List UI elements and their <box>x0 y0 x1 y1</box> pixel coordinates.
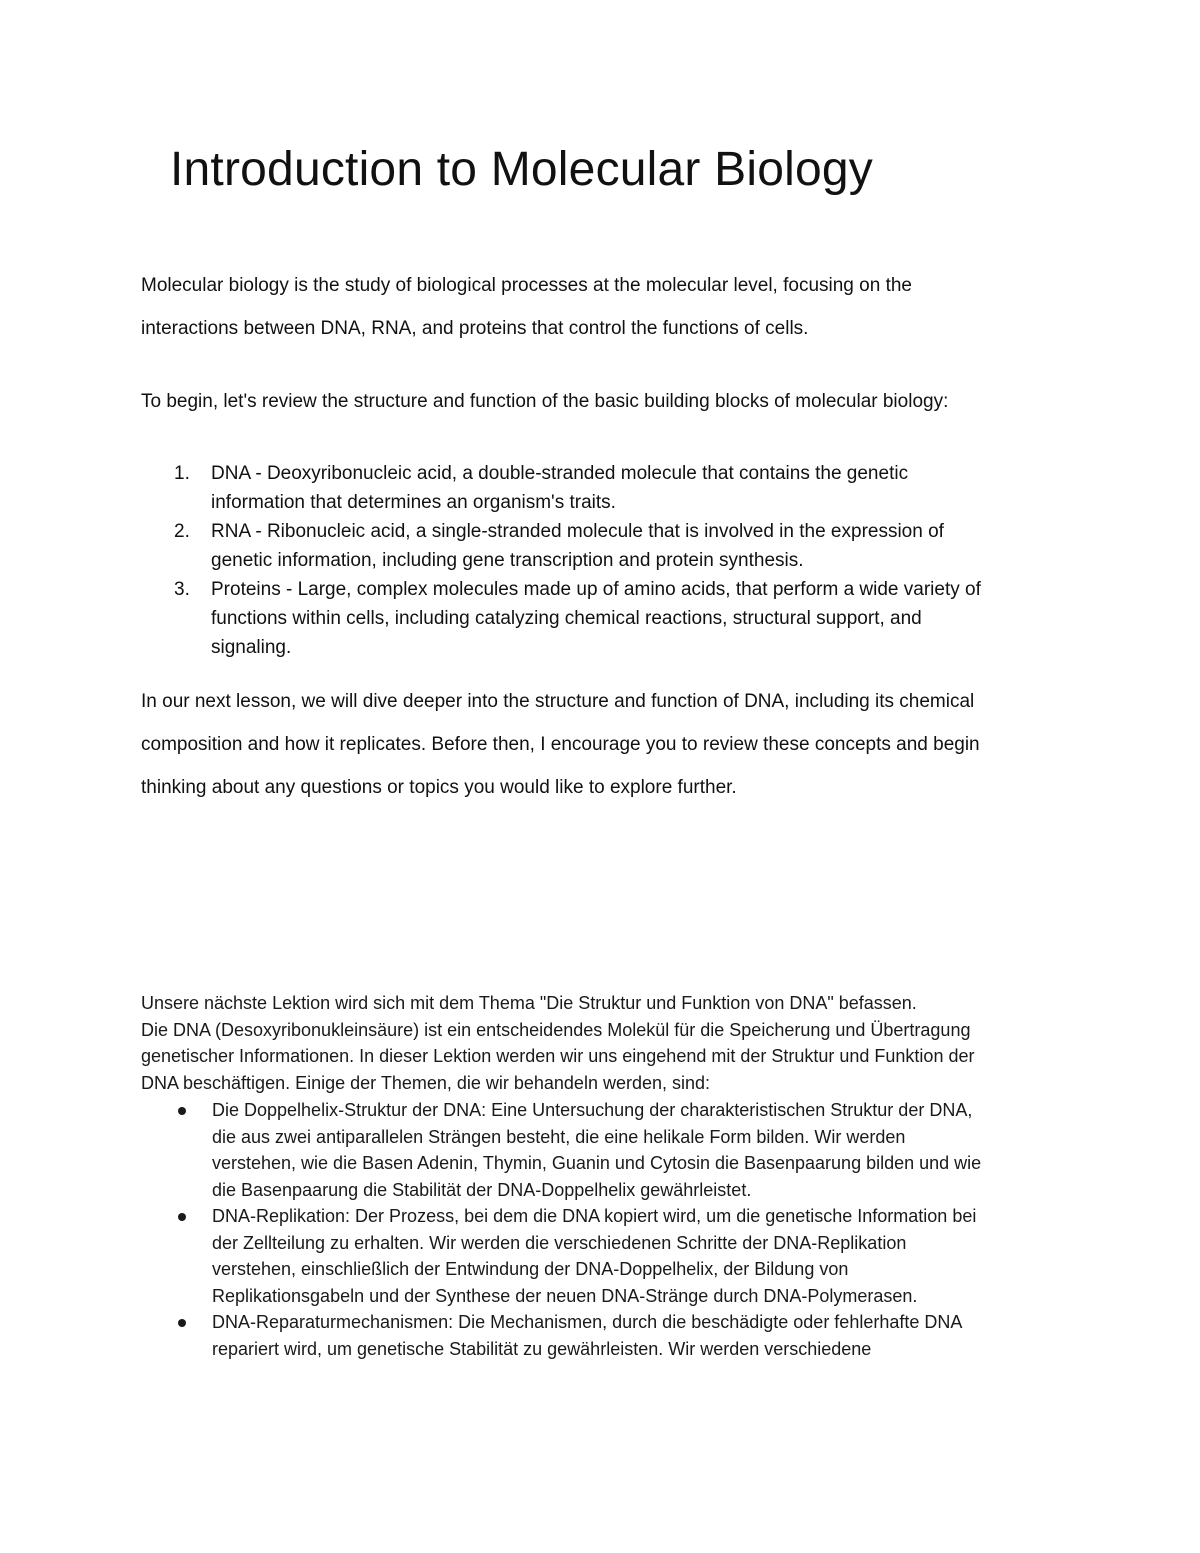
lead-in-line: To begin, let's review the structure and function of the basic building blocks of molecular biology: <box>141 391 949 412</box>
intro-paragraph <box>141 264 1076 350</box>
list-item-dna <box>141 459 1076 517</box>
list-item-line: Proteins - Large, complex molecules made up of amino acids, that perform a wide variety of <box>211 579 981 600</box>
list-item-line: information that determines an organism's traits. <box>211 492 616 513</box>
bullet-item-line: der Zellteilung zu erhalten. Wir werden die verschiedenen Schritte der DNA-Replikation <box>212 1232 907 1253</box>
bullet-icon <box>178 1107 186 1115</box>
next-lesson-line: thinking about any questions or topics you would like to explore further. <box>141 777 737 798</box>
list-item-line: RNA - Ribonucleic acid, a single-stranded molecule that is involved in the expression of <box>211 521 944 542</box>
bullet-item-line: Die Doppelhelix-Struktur der DNA: Eine Untersuchung der charakteristischen Struktur der DNA, <box>212 1100 973 1120</box>
next-lesson-line: In our next lesson, we will dive deeper into the structure and function of DNA, including its chemical <box>141 691 975 712</box>
bullet-item-line: die Basenpaarung die Stabilität der DNA-Doppelhelix gewährleistet. <box>212 1179 752 1200</box>
bullet-item-line: verstehen, wie die Basen Adenin, Thymin, Guanin und Cytosin die Basenpaarung bilden und wie <box>212 1153 982 1173</box>
list-item-line: signaling. <box>211 637 292 658</box>
list-number: 3. <box>174 579 190 600</box>
german-intro-line: Unsere nächste Lektion wird sich mit dem Thema "Die Struktur und Funktion von DNA" befassen. <box>141 993 917 1013</box>
bullet-item-doppelhelix <box>141 1097 1081 1203</box>
german-intro-line: Die DNA (Desoxyribonukleinsäure) ist ein entscheidendes Molekül für die Speicherung und Übertragung <box>141 1019 971 1040</box>
list-item-rna <box>141 517 1076 575</box>
building-blocks-list <box>141 459 1076 662</box>
bullet-item-line: Replikationsgabeln und der Synthese der neuen DNA-Stränge durch DNA-Polymerasen. <box>212 1285 918 1306</box>
german-intro-line: genetischer Informationen. In dieser Lektion werden wir uns eingehend mit der Struktur und Funktion der <box>141 1046 975 1066</box>
intro-line: Molecular biology is the study of biological processes at the molecular level, focusing on the <box>141 275 912 296</box>
bullet-icon <box>178 1319 186 1327</box>
bullet-item-line: repariert wird, um genetische Stabilität zu gewährleisten. Wir werden verschiedene <box>212 1338 872 1359</box>
lead-in-paragraph <box>141 380 1076 423</box>
next-lesson-line: composition and how it replicates. Before then, I encourage you to review these concepts and begin <box>141 734 980 755</box>
list-item-line: genetic information, including gene transcription and protein synthesis. <box>211 550 804 571</box>
bullet-item-line: DNA-Reparaturmechanismen: Die Mechanismen, durch die beschädigte oder fehlerhafte DNA <box>212 1312 963 1332</box>
intro-line: interactions between DNA, RNA, and proteins that control the functions of cells. <box>141 318 809 339</box>
list-number: 2. <box>174 521 190 542</box>
list-item-line: functions within cells, including catalyzing chemical reactions, structural support, and <box>211 608 922 629</box>
list-number: 1. <box>174 463 190 484</box>
next-lesson-paragraph <box>141 680 1076 809</box>
bullet-item-replikation <box>141 1203 1081 1309</box>
bullet-item-line: DNA-Replikation: Der Prozess, bei dem die DNA kopiert wird, um die genetische Information bei <box>212 1206 977 1226</box>
german-intro-line: DNA beschäftigen. Einige der Themen, die wir behandeln werden, sind: <box>141 1072 711 1093</box>
bullet-item-reparatur <box>141 1309 1081 1362</box>
list-item-proteins <box>141 575 1076 662</box>
german-topics-list <box>141 1097 1081 1362</box>
bullet-item-line: die aus zwei antiparallelen Strängen besteht, die eine helikale Form bilden. Wir werden <box>212 1126 906 1147</box>
list-item-line: DNA - Deoxyribonucleic acid, a double-stranded molecule that contains the genetic <box>211 463 909 484</box>
page-title: Introduction to Molecular Biology <box>170 143 873 196</box>
german-intro-paragraph <box>141 990 1081 1096</box>
bullet-icon <box>178 1213 186 1221</box>
bullet-item-line: verstehen, einschließlich der Entwindung der DNA-Doppelhelix, der Bildung von <box>212 1259 849 1279</box>
